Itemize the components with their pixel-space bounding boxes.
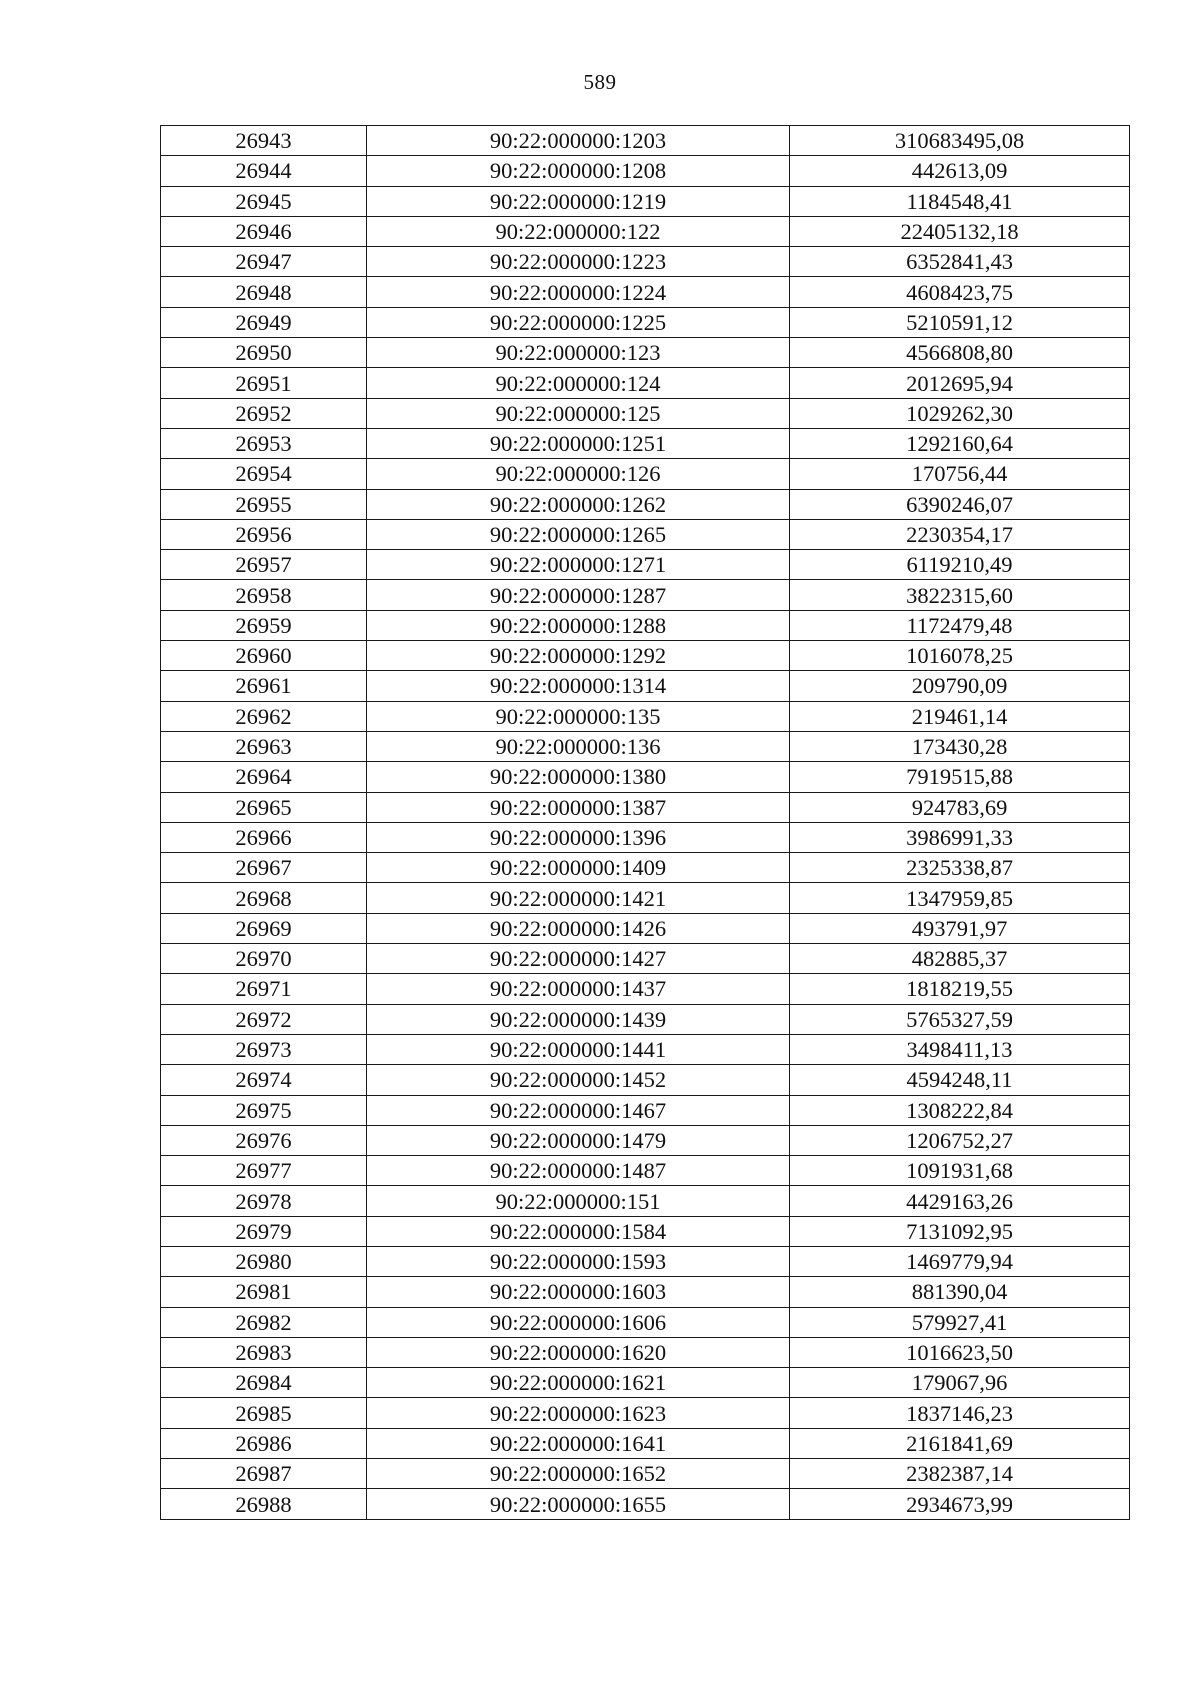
table-row [161,883,1130,913]
table-row [161,1428,1130,1458]
value-cell: 1184548,41 [790,186,1130,216]
row-number-cell: 26964 [161,762,367,792]
row-number-cell: 26947 [161,247,367,277]
table-row [161,186,1130,216]
row-number-cell: 26946 [161,216,367,246]
value-cell: 1308222,84 [790,1095,1130,1125]
row-number-cell: 26943 [161,126,367,156]
cadastral-number-cell: 90:22:000000:135 [367,701,790,731]
table-row [161,156,1130,186]
value-cell: 2382387,14 [790,1459,1130,1489]
value-cell: 881390,04 [790,1277,1130,1307]
table-row [161,701,1130,731]
cadastral-number-cell: 90:22:000000:1225 [367,307,790,337]
cadastral-number-cell: 90:22:000000:123 [367,338,790,368]
value-cell: 1091931,68 [790,1156,1130,1186]
value-cell: 6119210,49 [790,550,1130,580]
cadastral-number-cell: 90:22:000000:124 [367,368,790,398]
registry-table [160,125,1130,1520]
cadastral-number-cell: 90:22:000000:1606 [367,1307,790,1337]
row-number-cell: 26988 [161,1489,367,1519]
value-cell: 924783,69 [790,792,1130,822]
value-cell: 6390246,07 [790,489,1130,519]
value-cell: 179067,96 [790,1368,1130,1398]
cadastral-number-cell: 90:22:000000:1251 [367,428,790,458]
table-row [161,1216,1130,1246]
cadastral-number-cell: 90:22:000000:1314 [367,671,790,701]
table-row [161,368,1130,398]
table-row [161,216,1130,246]
table-row [161,853,1130,883]
value-cell: 2161841,69 [790,1428,1130,1458]
row-number-cell: 26954 [161,459,367,489]
row-number-cell: 26945 [161,186,367,216]
cadastral-number-cell: 90:22:000000:1584 [367,1216,790,1246]
cadastral-number-cell: 90:22:000000:1223 [367,247,790,277]
table-row [161,428,1130,458]
value-cell: 7131092,95 [790,1216,1130,1246]
table-row [161,489,1130,519]
table-body [161,126,1130,1520]
table-row [161,792,1130,822]
cadastral-number-cell: 90:22:000000:1467 [367,1095,790,1125]
table-row [161,1095,1130,1125]
cadastral-number-cell: 90:22:000000:1652 [367,1459,790,1489]
value-cell: 482885,37 [790,944,1130,974]
row-number-cell: 26974 [161,1065,367,1095]
row-number-cell: 26963 [161,731,367,761]
table-row [161,1368,1130,1398]
cadastral-number-cell: 90:22:000000:1380 [367,762,790,792]
row-number-cell: 26944 [161,156,367,186]
value-cell: 1206752,27 [790,1125,1130,1155]
value-cell: 4429163,26 [790,1186,1130,1216]
row-number-cell: 26985 [161,1398,367,1428]
value-cell: 579927,41 [790,1307,1130,1337]
cadastral-number-cell: 90:22:000000:126 [367,459,790,489]
table-row [161,731,1130,761]
value-cell: 7919515,88 [790,762,1130,792]
table-row [161,1489,1130,1519]
table-row [161,1125,1130,1155]
value-cell: 173430,28 [790,731,1130,761]
value-cell: 1016078,25 [790,641,1130,671]
table-row [161,1459,1130,1489]
table-row [161,1156,1130,1186]
value-cell: 1029262,30 [790,398,1130,428]
cadastral-number-cell: 90:22:000000:1224 [367,277,790,307]
table-row [161,277,1130,307]
cadastral-number-cell: 90:22:000000:1396 [367,822,790,852]
cadastral-number-cell: 90:22:000000:1441 [367,1034,790,1064]
table-row [161,762,1130,792]
cadastral-number-cell: 90:22:000000:125 [367,398,790,428]
cadastral-number-cell: 90:22:000000:1208 [367,156,790,186]
value-cell: 1469779,94 [790,1246,1130,1276]
row-number-cell: 26984 [161,1368,367,1398]
cadastral-number-cell: 90:22:000000:122 [367,216,790,246]
value-cell: 310683495,08 [790,126,1130,156]
value-cell: 4594248,11 [790,1065,1130,1095]
cadastral-number-cell: 90:22:000000:1387 [367,792,790,822]
cadastral-number-cell: 90:22:000000:136 [367,731,790,761]
row-number-cell: 26983 [161,1337,367,1367]
row-number-cell: 26952 [161,398,367,428]
value-cell: 442613,09 [790,156,1130,186]
table-row [161,1004,1130,1034]
table-row [161,1398,1130,1428]
table-row [161,307,1130,337]
row-number-cell: 26961 [161,671,367,701]
cadastral-number-cell: 90:22:000000:1203 [367,126,790,156]
value-cell: 3498411,13 [790,1034,1130,1064]
cadastral-number-cell: 90:22:000000:1287 [367,580,790,610]
value-cell: 6352841,43 [790,247,1130,277]
row-number-cell: 26965 [161,792,367,822]
cadastral-number-cell: 90:22:000000:1437 [367,974,790,1004]
row-number-cell: 26981 [161,1277,367,1307]
cadastral-number-cell: 90:22:000000:1621 [367,1368,790,1398]
table-row [161,1034,1130,1064]
table-row [161,126,1130,156]
cadastral-number-cell: 90:22:000000:151 [367,1186,790,1216]
value-cell: 2012695,94 [790,368,1130,398]
row-number-cell: 26978 [161,1186,367,1216]
value-cell: 1016623,50 [790,1337,1130,1367]
value-cell: 5765327,59 [790,1004,1130,1034]
row-number-cell: 26968 [161,883,367,913]
cadastral-number-cell: 90:22:000000:1439 [367,1004,790,1034]
value-cell: 2325338,87 [790,853,1130,883]
table-row [161,913,1130,943]
cadastral-number-cell: 90:22:000000:1623 [367,1398,790,1428]
row-number-cell: 26970 [161,944,367,974]
row-number-cell: 26977 [161,1156,367,1186]
table-row [161,247,1130,277]
table-row [161,1246,1130,1276]
row-number-cell: 26962 [161,701,367,731]
value-cell: 1837146,23 [790,1398,1130,1428]
row-number-cell: 26956 [161,519,367,549]
row-number-cell: 26950 [161,338,367,368]
cadastral-number-cell: 90:22:000000:1593 [367,1246,790,1276]
value-cell: 22405132,18 [790,216,1130,246]
cadastral-number-cell: 90:22:000000:1479 [367,1125,790,1155]
value-cell: 219461,14 [790,701,1130,731]
row-number-cell: 26953 [161,428,367,458]
table-row [161,1307,1130,1337]
cadastral-number-cell: 90:22:000000:1292 [367,641,790,671]
row-number-cell: 26976 [161,1125,367,1155]
row-number-cell: 26973 [161,1034,367,1064]
row-number-cell: 26986 [161,1428,367,1458]
cadastral-number-cell: 90:22:000000:1603 [367,1277,790,1307]
table-row [161,671,1130,701]
value-cell: 1347959,85 [790,883,1130,913]
table-row [161,610,1130,640]
table-row [161,1337,1130,1367]
row-number-cell: 26951 [161,368,367,398]
row-number-cell: 26975 [161,1095,367,1125]
value-cell: 5210591,12 [790,307,1130,337]
row-number-cell: 26959 [161,610,367,640]
row-number-cell: 26958 [161,580,367,610]
cadastral-number-cell: 90:22:000000:1421 [367,883,790,913]
table-row [161,1277,1130,1307]
table-row [161,822,1130,852]
value-cell: 493791,97 [790,913,1130,943]
row-number-cell: 26955 [161,489,367,519]
cadastral-number-cell: 90:22:000000:1288 [367,610,790,640]
page-number: 589 [583,70,617,94]
table-row [161,459,1130,489]
table-row [161,398,1130,428]
value-cell: 170756,44 [790,459,1130,489]
value-cell: 1172479,48 [790,610,1130,640]
row-number-cell: 26982 [161,1307,367,1337]
cadastral-number-cell: 90:22:000000:1655 [367,1489,790,1519]
row-number-cell: 26969 [161,913,367,943]
cadastral-number-cell: 90:22:000000:1641 [367,1428,790,1458]
value-cell: 2230354,17 [790,519,1130,549]
table-row [161,944,1130,974]
value-cell: 209790,09 [790,671,1130,701]
table-row [161,519,1130,549]
row-number-cell: 26980 [161,1246,367,1276]
value-cell: 3822315,60 [790,580,1130,610]
cadastral-number-cell: 90:22:000000:1262 [367,489,790,519]
value-cell: 2934673,99 [790,1489,1130,1519]
value-cell: 1818219,55 [790,974,1130,1004]
row-number-cell: 26957 [161,550,367,580]
row-number-cell: 26967 [161,853,367,883]
cadastral-number-cell: 90:22:000000:1620 [367,1337,790,1367]
cadastral-number-cell: 90:22:000000:1271 [367,550,790,580]
value-cell: 3986991,33 [790,822,1130,852]
value-cell: 4566808,80 [790,338,1130,368]
cadastral-number-cell: 90:22:000000:1219 [367,186,790,216]
row-number-cell: 26971 [161,974,367,1004]
table-row [161,1065,1130,1095]
cadastral-number-cell: 90:22:000000:1426 [367,913,790,943]
row-number-cell: 26949 [161,307,367,337]
table-row [161,641,1130,671]
cadastral-number-cell: 90:22:000000:1409 [367,853,790,883]
row-number-cell: 26972 [161,1004,367,1034]
value-cell: 1292160,64 [790,428,1130,458]
row-number-cell: 26987 [161,1459,367,1489]
cadastral-number-cell: 90:22:000000:1452 [367,1065,790,1095]
cadastral-number-cell: 90:22:000000:1265 [367,519,790,549]
table-row [161,580,1130,610]
table-row [161,338,1130,368]
table-row [161,974,1130,1004]
table-row [161,1186,1130,1216]
row-number-cell: 26979 [161,1216,367,1246]
cadastral-number-cell: 90:22:000000:1487 [367,1156,790,1186]
table-row [161,550,1130,580]
row-number-cell: 26960 [161,641,367,671]
row-number-cell: 26948 [161,277,367,307]
value-cell: 4608423,75 [790,277,1130,307]
cadastral-number-cell: 90:22:000000:1427 [367,944,790,974]
row-number-cell: 26966 [161,822,367,852]
